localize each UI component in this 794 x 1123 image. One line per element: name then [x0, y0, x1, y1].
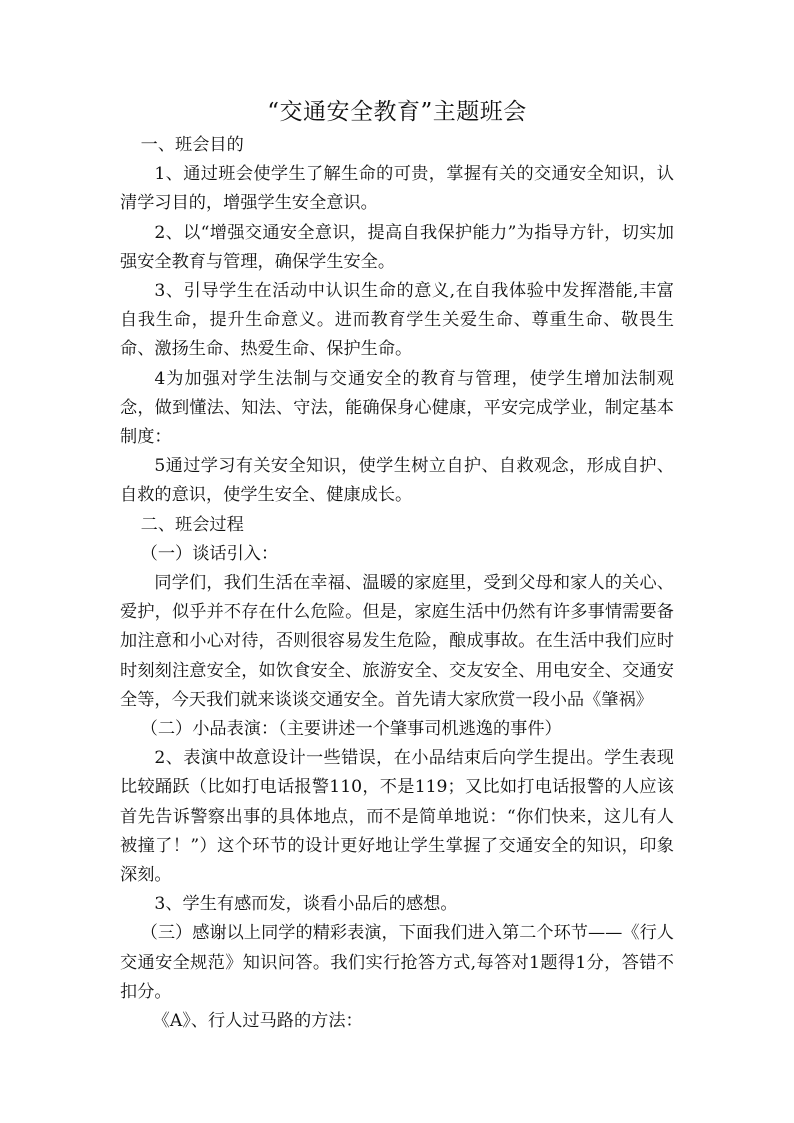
subheading-skit: （二）小品表演：（主要讲述一个肇事司机逃逸的事件）	[140, 719, 562, 740]
paragraph-purpose-2: 2、以“增强交通安全意识，提高自我保护能力”为指导方针，切实加强安全教育与管理，确保学生安全。	[120, 222, 674, 272]
section-heading-process: 二、班会过程	[140, 514, 244, 535]
paragraph-skit-2: 2、表演中故意设计一些错误，在小品结束后向学生提出。学生表现比较踊跃（比如打电话报警110，不是119；又比如打电话报警的人应该首先告诉警察出事的具体地点，而不是简单地说：“你们快来，这儿有人被撞了！”）这个环节的设计更好地让学生掌握了交通安全的知识，印象深刻。	[120, 748, 674, 886]
paragraph-purpose-3: 3、引导学生在活动中认识生命的意义,在自我体验中发挥潜能,丰富自我生命，提升生命意义。进而教育学生关爱生命、尊重生命、敬畏生命、激扬生命、热爱生命、保护生命。	[120, 281, 674, 360]
paragraph-intro: 同学们，我们生活在幸福、温暖的家庭里，受到父母和家人的关心、爱护，似乎并不存在什么危险。但是，家庭生活中仍然有许多事情需要备加注意和小心对待，否则很容易发生危险，酿成事故。在生活中我们应时时刻刻注意安全，如饮食安全、旅游安全、交友安全、用电安全、交通安全等，今天我们就来谈谈交通安全。首先请大家欣赏一段小品《肇祸》	[120, 573, 674, 710]
paragraph-purpose-1: 1、通过班会使学生了解生命的可贵，掌握有关的交通安全知识，认清学习目的，增强学生安全意识。	[120, 164, 674, 214]
subheading-intro: （一）谈话引入：	[140, 543, 279, 564]
paragraph-quiz-intro: （三）感谢以上同学的精彩表演，下面我们进入第二个环节——《行人交通安全规范》知识问答。我们实行抢答方式,每答对1题得1分，答错不扣分。	[120, 923, 674, 1002]
paragraph-skit-3: 3、学生有感而发，谈看小品后的感想。	[154, 894, 458, 915]
paragraph-purpose-5: 5通过学习有关安全知识，使学生树立自护、自救观念，形成自护、自救的意识，使学生安全、健康成长。	[120, 456, 674, 506]
document-title: “交通安全教育”主题班会	[267, 99, 527, 125]
section-heading-purpose: 一、班会目的	[140, 135, 244, 155]
paragraph-purpose-4: 4为加强对学生法制与交通安全的教育与管理，使学生增加法制观念，做到懂法、知法、守法，能确保身心健康，平安完成学业，制定基本制度：	[120, 368, 674, 448]
document-body	[120, 131, 674, 1036]
quiz-item-a: 《A》、行人过马路的方法：	[152, 1011, 363, 1032]
